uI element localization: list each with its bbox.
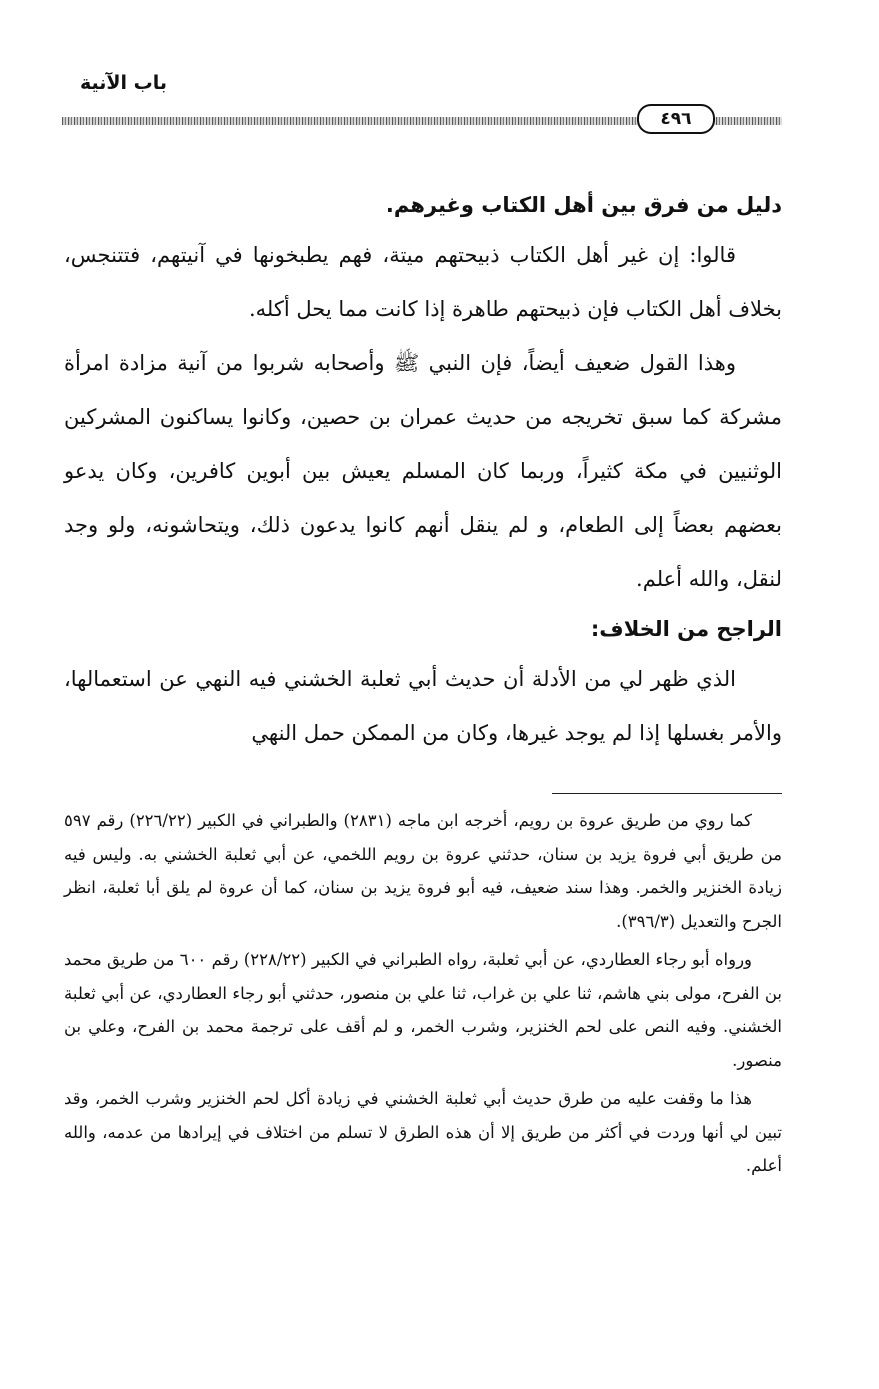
footnote-1: كما روي من طريق عروة بن رويم، أخرجه ابن ماجه (٢٨٣١) والطبراني في الكبير (٢٢٦/٢٢) رقم ٥٩٧ من طريق أبي فروة يزيد بن سنان، حدثني عروة بن رويم اللخمي، عن أبي ثعلبة الخشني به. وليس فيه زيادة الخنزير والخمر. وهذا سند ضعيف، فيه أبو فروة يزيد بن سنان، كما أن عروة لم يلق أبا ثعلبة، انظر الجرح والتعديل (٣٩٦/٣). [64,811,782,931]
footnotes [64,804,782,1188]
page-number: ٤٩٦ [637,104,715,134]
section-heading-preferred: الراجح من الخلاف: [590,617,782,641]
footnote-2: ورواه أبو رجاء العطاردي، عن أبي ثعلبة، رواه الطبراني في الكبير (٢٢٨/٢٢) رقم ٦٠٠ من طريق محمد بن الفرح، مولى بني هاشم، ثنا علي بن غراب، ثنا علي بن منصور، حدثني أبو رجاء العطاردي، عن أبي ثعلبة الخشني. وفيه النص على لحم الخنزير، وشرب الخمر، و لم أقف على ترجمة محمد بن الفرح، وعلي بن منصور. [64,950,782,1070]
footnote-3: هذا ما وقفت عليه من طرق حديث أبي ثعلبة الخشني في زيادة أكل لحم الخنزير وشرب الخمر، وقد تبين لي أنها وردت في أكثر من طريق إلا أن هذه الطرق لا تسلم من اختلاف في إيرادها من عدمه، والله أعلم. [64,1089,782,1175]
section-heading-evidence: دليل من فرق بين أهل الكتاب وغيرهم. [385,193,782,217]
paragraph-claim: قالوا: إن غير أهل الكتاب ذبيحتهم ميتة، فهم يطبخونها في آنيتهم، فتتنجس، بخلاف أهل الكتاب فإن ذبيحتهم طاهرة إذا كانت مما يحل أكله. [64,243,782,321]
footnote-separator [552,793,782,794]
paragraph-refutation: وهذا القول ضعيف أيضاً، فإن النبي ﷺ وأصحابه شربوا من آنية مزادة امرأة مشركة كما سبق تخريجه من حديث عمران بن حصين، وكانوا يساكنون المشركين الوثنيين في مكة كثيراً، وربما كان المسلم يعيش بين أبوين كافرين، وكان يدعو بعضهم بعضاً إلى الطعام، و لم ينقل أنهم كانوا يدعون ذلك، ويتحاشونه، ولو وجد لنقل، والله أعلم. [64,351,782,591]
paragraph-conclusion: الذي ظهر لي من الأدلة أن حديث أبي ثعلبة الخشني فيه النهي عن استعمالها، والأمر بغسلها إذا لم يوجد غيرها، وكان من الممكن حمل النهي [64,667,782,745]
running-title: باب الآنية [79,72,167,94]
main-text [64,182,782,760]
